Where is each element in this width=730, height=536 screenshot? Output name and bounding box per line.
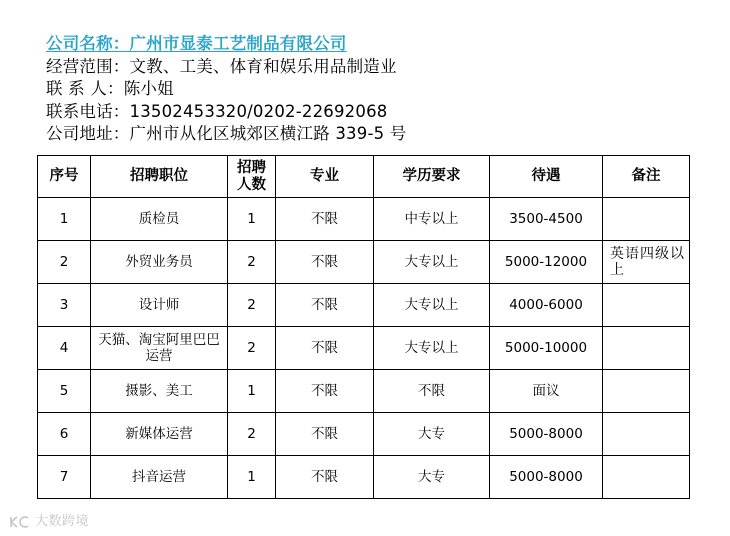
cell-education: 大专 <box>374 413 490 456</box>
cell-index: 1 <box>38 198 91 241</box>
cell-index: 7 <box>38 456 91 499</box>
table-row <box>38 241 690 284</box>
cell-education: 大专以上 <box>374 241 490 284</box>
cell-index: 6 <box>38 413 91 456</box>
company-name: 公司名称：广州市显泰工艺制品有限公司 <box>46 34 347 53</box>
cell-count: 2 <box>228 241 276 284</box>
cell-salary: 面议 <box>490 370 603 413</box>
cell-position: 新媒体运营 <box>91 413 228 456</box>
cell-note <box>603 413 690 456</box>
cell-position: 摄影、美工 <box>91 370 228 413</box>
cell-major: 不限 <box>276 284 374 327</box>
cell-education: 大专以上 <box>374 284 490 327</box>
header-cell: 专业 <box>276 156 374 198</box>
header-cell: 招聘职位 <box>91 156 228 198</box>
cell-count: 1 <box>228 198 276 241</box>
header-cell: 学历要求 <box>374 156 490 198</box>
cell-salary: 5000-8000 <box>490 456 603 499</box>
cell-index: 5 <box>38 370 91 413</box>
cell-index: 3 <box>38 284 91 327</box>
header-cell: 待遇 <box>490 156 603 198</box>
cell-education: 大专 <box>374 456 490 499</box>
table-row <box>38 284 690 327</box>
cell-count: 2 <box>228 327 276 370</box>
header-cell: 备注 <box>603 156 690 198</box>
cell-education: 不限 <box>374 370 490 413</box>
cell-note: 英语四级以上 <box>603 241 690 284</box>
cell-major: 不限 <box>276 413 374 456</box>
cell-major: 不限 <box>276 327 374 370</box>
job-table <box>37 155 690 499</box>
contact-person: 联 系 人：陈小姐 <box>46 79 174 98</box>
cell-salary: 5000-12000 <box>490 241 603 284</box>
cell-major: 不限 <box>276 241 374 284</box>
watermark-text: 大数跨境 <box>35 514 90 529</box>
contact-phone: 联系电话：13502453320/0202-22692068 <box>46 101 388 121</box>
business-scope: 经营范围：文教、工美、体育和娱乐用品制造业 <box>46 56 397 76</box>
logo-icon <box>8 515 32 529</box>
cell-count: 1 <box>228 370 276 413</box>
table-header-row <box>38 156 690 198</box>
cell-note <box>603 284 690 327</box>
cell-salary: 5000-10000 <box>490 327 603 370</box>
cell-count: 2 <box>228 413 276 456</box>
cell-note <box>603 370 690 413</box>
cell-major: 不限 <box>276 370 374 413</box>
company-info <box>46 33 406 146</box>
cell-education: 中专以上 <box>374 198 490 241</box>
company-address: 公司地址：广州市从化区城郊区横江路 339-5 号 <box>46 124 407 143</box>
cell-salary: 3500-4500 <box>490 198 603 241</box>
cell-count: 2 <box>228 284 276 327</box>
cell-major: 不限 <box>276 456 374 499</box>
cell-note <box>603 456 690 499</box>
cell-education: 大专以上 <box>374 327 490 370</box>
cell-position: 质检员 <box>91 198 228 241</box>
cell-note <box>603 327 690 370</box>
cell-salary: 5000-8000 <box>490 413 603 456</box>
cell-major: 不限 <box>276 198 374 241</box>
table-row <box>38 198 690 241</box>
cell-index: 2 <box>38 241 91 284</box>
cell-count: 1 <box>228 456 276 499</box>
watermark <box>8 510 89 529</box>
cell-position: 设计师 <box>91 284 228 327</box>
table-row <box>38 327 690 370</box>
table-row <box>38 413 690 456</box>
cell-note <box>603 198 690 241</box>
cell-position: 天猫、淘宝阿里巴巴运营 <box>91 327 228 370</box>
table-row <box>38 370 690 413</box>
table-row <box>38 456 690 499</box>
cell-index: 4 <box>38 327 91 370</box>
header-cell: 招聘人数 <box>228 156 276 198</box>
cell-salary: 4000-6000 <box>490 284 603 327</box>
cell-position: 外贸业务员 <box>91 241 228 284</box>
header-cell: 序号 <box>38 156 91 198</box>
cell-position: 抖音运营 <box>91 456 228 499</box>
